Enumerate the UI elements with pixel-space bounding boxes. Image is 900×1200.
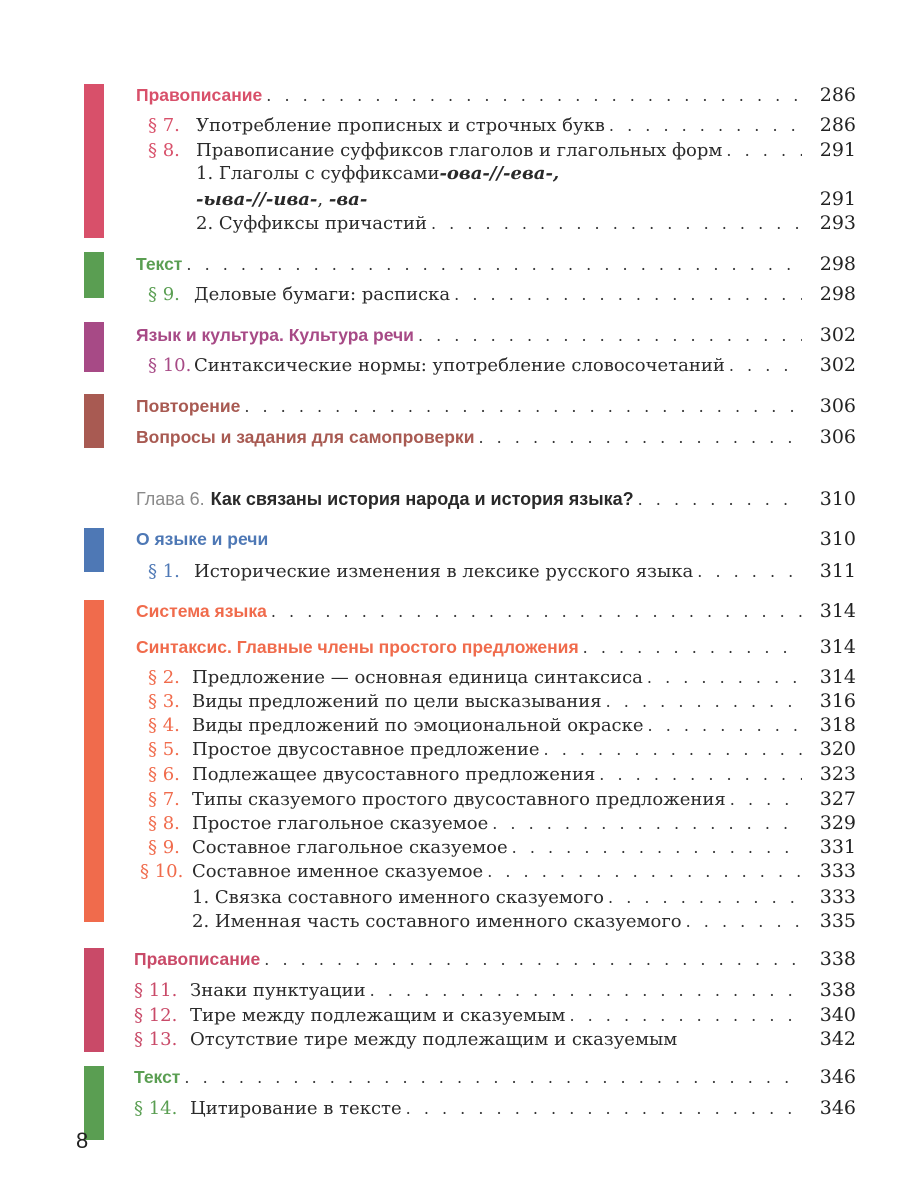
entry-suffix: -ыва-//-ива- (196, 189, 318, 210)
page-ref: 329 (819, 812, 856, 834)
toc-row[interactable] (134, 1097, 856, 1119)
page-ref: 310 (819, 488, 856, 510)
section-title: Вопросы и задания для самопроверки (136, 427, 475, 447)
dot-leader (431, 214, 802, 233)
dot-leader (478, 428, 802, 447)
entry-title: 2. Именная часть составного именного сказуемого (192, 911, 682, 932)
page-ref: 333 (819, 860, 856, 882)
entry-suffix: -ва- (328, 189, 368, 210)
toc-row[interactable] (136, 426, 856, 448)
section-title: Синтаксис. Главные члены простого предложения (136, 637, 579, 657)
page-ref: 311 (819, 560, 856, 582)
dot-leader (608, 888, 802, 907)
section-bar-spelling (84, 84, 104, 238)
paragraph-number: § 6. (148, 764, 180, 785)
paragraph-number: § 3. (148, 691, 180, 712)
page-ref: 346 (819, 1066, 856, 1088)
entry-title: 2. Суффиксы причастий (196, 213, 427, 234)
toc-row[interactable] (140, 860, 856, 882)
paragraph-number: § 7. (148, 789, 180, 810)
toc-row[interactable] (192, 886, 856, 908)
section-bar-review (84, 394, 104, 448)
dot-leader (406, 1099, 802, 1118)
entry-title: Простое глагольное сказуемое (192, 813, 489, 834)
toc-row[interactable] (134, 1066, 856, 1088)
dot-leader (609, 116, 802, 135)
page-ref: 340 (819, 1004, 856, 1026)
toc-row[interactable] (136, 324, 856, 346)
dot-leader (686, 912, 802, 931)
toc-row (196, 163, 856, 184)
entry-title: Правописание суффиксов глаголов и глагольных форм (196, 140, 723, 161)
toc-row[interactable] (148, 788, 856, 810)
dot-leader (487, 862, 802, 881)
entry-title: Употребление прописных и строчных букв (196, 115, 605, 136)
entry-title: 1. Глаголы с суффиксами (196, 163, 440, 184)
entry-separator: , (317, 189, 329, 210)
entry-title: Знаки пунктуации (190, 980, 366, 1001)
dot-leader (583, 638, 802, 657)
section-bar-spelling-2 (84, 948, 104, 1052)
toc-row[interactable] (148, 738, 856, 760)
toc-row[interactable] (136, 636, 856, 658)
page-ref: 320 (819, 738, 856, 760)
toc-row[interactable] (134, 1028, 856, 1050)
chapter-label: Глава 6. (136, 489, 205, 509)
entry-suffix: -ова-//-ева-, (439, 163, 560, 184)
paragraph-number: § 12. (134, 1005, 178, 1026)
toc-row[interactable] (148, 354, 856, 376)
entry-title: Подлежащее двусоставного предложения (192, 764, 596, 785)
entry-title: Составное глагольное сказуемое (192, 837, 508, 858)
section-title: Правописание (134, 949, 261, 969)
dot-leader (730, 790, 802, 809)
toc-row[interactable] (196, 188, 856, 210)
entry-title: Синтаксические нормы: употребление словосочетаний (194, 355, 725, 376)
dot-leader (264, 950, 802, 969)
toc-row[interactable] (148, 836, 856, 858)
paragraph-number: § 10. (148, 355, 192, 376)
entry-title: Деловые бумаги: расписка (194, 284, 451, 305)
dot-leader (244, 397, 802, 416)
dot-leader (454, 285, 802, 304)
toc-row[interactable] (196, 212, 856, 234)
dot-leader (606, 692, 802, 711)
page-ref: 338 (819, 948, 856, 970)
entry-title: Тире между подлежащим и сказуемым (190, 1005, 566, 1026)
dot-leader (729, 356, 802, 375)
chapter-text: Как связаны история народа и история языка? (210, 489, 634, 509)
paragraph-number: § 4. (148, 715, 180, 736)
paragraph-number: § 10. (140, 861, 184, 882)
page-ref: 306 (819, 395, 856, 417)
toc-row[interactable] (192, 910, 856, 932)
toc-row[interactable] (148, 560, 856, 582)
section-bar-culture (84, 322, 104, 372)
dot-leader (266, 86, 802, 105)
page-ref: 298 (819, 253, 856, 275)
page-ref: 302 (819, 324, 856, 346)
page-ref: 318 (819, 714, 856, 736)
section-title: Текст (134, 1067, 181, 1087)
dot-leader (370, 981, 802, 1000)
page-ref: 298 (819, 283, 856, 305)
toc-row[interactable] (136, 528, 856, 550)
dot-leader (271, 602, 802, 621)
dot-leader (638, 490, 802, 509)
dot-leader (418, 326, 802, 345)
entry-title: Типы сказуемого простого двусоставного предложения (192, 789, 726, 810)
entry-title: Исторические изменения в лексике русского языка (194, 561, 694, 582)
page-ref: 291 (819, 188, 856, 210)
paragraph-number: § 7. (148, 115, 180, 136)
toc-row[interactable] (148, 114, 856, 136)
toc-row[interactable] (136, 253, 856, 275)
dot-leader (512, 838, 802, 857)
dot-leader (544, 740, 802, 759)
section-title: Текст (136, 254, 183, 274)
page-ref: 310 (819, 528, 856, 550)
toc-row[interactable] (136, 600, 856, 622)
entry-title: Простое двусоставное предложение (192, 739, 540, 760)
section-title: О языке и речи (136, 529, 269, 549)
page-ref: 314 (819, 600, 856, 622)
entry-title: Цитирование в тексте (190, 1098, 402, 1119)
section-bar-language-speech (84, 528, 104, 572)
toc-row[interactable] (148, 812, 856, 834)
page-ref: 306 (819, 426, 856, 448)
page-ref: 293 (819, 212, 856, 234)
paragraph-number: § 8. (148, 140, 180, 161)
page-ref: 346 (819, 1097, 856, 1119)
paragraph-number: § 14. (134, 1098, 178, 1119)
page-ref: 331 (819, 836, 856, 858)
toc-row[interactable] (148, 690, 856, 712)
page-ref: 338 (819, 979, 856, 1001)
section-bar-text (84, 252, 104, 298)
paragraph-number: § 11. (134, 980, 178, 1001)
dot-leader (569, 1006, 802, 1025)
dot-leader (726, 141, 802, 160)
dot-leader (648, 716, 802, 735)
entry-title: Виды предложений по цели высказывания (192, 691, 602, 712)
entry-title: 1. Связка составного именного сказуемого (192, 887, 605, 908)
toc-row[interactable] (148, 763, 856, 785)
page-number: 8 (76, 1128, 89, 1153)
entry-title: Виды предложений по эмоциональной окраске (192, 715, 644, 736)
paragraph-number: § 1. (148, 561, 180, 582)
dot-leader (647, 668, 802, 687)
section-title: Правописание (136, 85, 263, 105)
page-ref: 314 (819, 666, 856, 688)
dot-leader (186, 255, 802, 274)
dot-leader (492, 814, 802, 833)
dot-leader (184, 1068, 802, 1087)
toc-row[interactable] (136, 84, 856, 106)
paragraph-number: § 8. (148, 813, 180, 834)
page-ref: 302 (819, 354, 856, 376)
entry-title: Предложение — основная единица синтаксиса (192, 667, 643, 688)
toc-row[interactable] (134, 948, 856, 970)
toc-row[interactable] (134, 979, 856, 1001)
chapter-row[interactable] (136, 488, 856, 510)
toc-row[interactable] (148, 139, 856, 161)
section-title: Система языка (136, 601, 267, 621)
paragraph-number: § 5. (148, 739, 180, 760)
entry-title: Отсутствие тире между подлежащим и сказуемым (190, 1029, 678, 1050)
page-ref: 342 (819, 1028, 856, 1050)
toc-row[interactable] (134, 1004, 856, 1026)
entry-title: Составное именное сказуемое (192, 861, 484, 882)
section-title: Язык и культура. Культура речи (136, 325, 414, 345)
toc-row[interactable] (148, 283, 856, 305)
page-ref: 291 (819, 139, 856, 161)
toc-row[interactable] (148, 666, 856, 688)
page-ref: 314 (819, 636, 856, 658)
chapter-title (136, 489, 634, 510)
page-ref: 323 (819, 763, 856, 785)
page-ref: 333 (819, 886, 856, 908)
toc-row[interactable] (148, 714, 856, 736)
page-ref: 286 (819, 114, 856, 136)
page-ref: 335 (819, 910, 856, 932)
section-bar-language-system (84, 600, 104, 922)
paragraph-number: § 9. (148, 284, 180, 305)
paragraph-number: § 13. (134, 1029, 178, 1050)
page-ref: 286 (819, 84, 856, 106)
toc-row[interactable] (136, 395, 856, 417)
paragraph-number: § 2. (148, 667, 180, 688)
dot-leader (599, 765, 802, 784)
page-ref: 327 (819, 788, 856, 810)
page-ref: 316 (819, 690, 856, 712)
section-title: Повторение (136, 396, 241, 416)
paragraph-number: § 9. (148, 837, 180, 858)
dot-leader (697, 562, 802, 581)
